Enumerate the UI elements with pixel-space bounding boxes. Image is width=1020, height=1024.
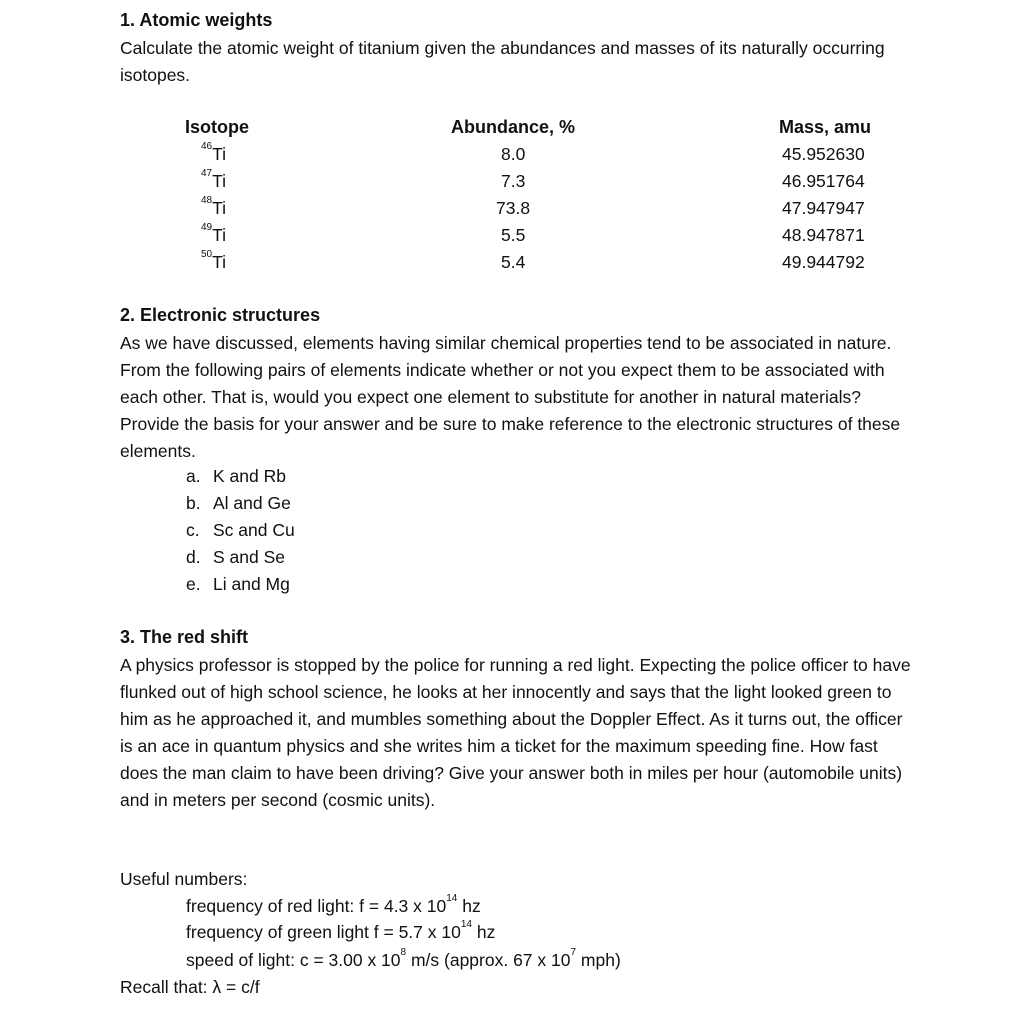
speed-of-light-text: speed of light: c = 3.00 x 10 (186, 950, 401, 970)
mass-cell: 47.947947 (782, 198, 865, 218)
red-frequency-unit: hz (457, 896, 481, 916)
mass-header: Mass, amu (779, 117, 872, 137)
q3-prompt: A physics professor is stopped by the police for running a red light. Expecting the police officer to have flunked out of high school science, he looks at her innocently and says that the light looked green to him as he approached it, and mumbles something about the Doppler Effect. As it turns out, the officer is an ace in quantum physics and she writes him a ticket for the maximum speeding fine. How fast does the man claim to have been driving? Give your answer both in miles per hour (automobile units) and in meters per second (cosmic units). (120, 655, 911, 810)
option-text: S and Se (213, 547, 285, 567)
option-text: Sc and Cu (213, 520, 295, 540)
abundance-cell: 5.5 (501, 225, 526, 245)
isotope-mass-number: 50 (201, 249, 213, 260)
abundance-cell: 73.8 (496, 198, 531, 218)
isotope-symbol: Ti (212, 144, 227, 164)
red-frequency-text: frequency of red light: f = 4.3 x 10 (186, 896, 447, 916)
red-frequency-line (186, 893, 481, 917)
isotope-cell (201, 249, 227, 273)
isotope-symbol: Ti (212, 225, 227, 245)
option-text: K and Rb (213, 466, 286, 486)
red-frequency-exponent: 14 (446, 893, 458, 904)
isotope-symbol: Ti (212, 171, 227, 191)
green-frequency-text: frequency of green light f = 5.7 x 10 (186, 922, 461, 942)
option-letter: a. (186, 466, 201, 486)
abundance-cell: 5.4 (501, 252, 526, 272)
option-item (186, 520, 295, 541)
mass-cell: 48.947871 (782, 225, 865, 245)
option-item (186, 574, 290, 595)
abundance-header: Abundance, % (451, 117, 576, 137)
isotope-cell (201, 141, 227, 165)
speed-of-light-exponent: 8 (400, 947, 407, 958)
speed-mph-unit: mph) (576, 950, 621, 970)
option-item (186, 547, 285, 568)
option-letter: b. (186, 493, 201, 513)
useful-numbers-label: Useful numbers: (120, 869, 248, 889)
mass-cell: 46.951764 (782, 171, 865, 191)
q1-title: 1. Atomic weights (120, 10, 273, 30)
isotope-symbol: Ti (212, 252, 227, 272)
mass-cell: 45.952630 (782, 144, 865, 164)
option-item (186, 493, 291, 514)
green-frequency-line (186, 919, 496, 943)
speed-of-light-line (186, 947, 621, 971)
option-text: Al and Ge (213, 493, 291, 513)
isotope-header: Isotope (185, 117, 250, 137)
q1-prompt: Calculate the atomic weight of titanium given the abundances and masses of its naturally occurring isotopes. (120, 38, 885, 85)
speed-mph-exponent: 7 (570, 947, 577, 958)
green-frequency-exponent: 14 (460, 919, 472, 930)
isotope-mass-number: 46 (201, 141, 213, 152)
isotope-mass-number: 48 (201, 195, 213, 206)
isotope-cell (201, 222, 227, 246)
option-letter: c. (186, 520, 200, 540)
recall-formula: Recall that: λ = c/f (120, 977, 260, 997)
option-text: Li and Mg (213, 574, 290, 594)
isotope-mass-number: 47 (201, 168, 213, 179)
option-letter: e. (186, 574, 201, 594)
mass-cell: 49.944792 (782, 252, 865, 272)
abundance-cell: 8.0 (501, 144, 526, 164)
isotope-cell (201, 195, 227, 219)
speed-of-light-approx: m/s (approx. 67 x 10 (406, 950, 571, 970)
isotope-cell (201, 168, 227, 192)
green-frequency-unit: hz (471, 922, 496, 942)
option-letter: d. (186, 547, 201, 567)
option-item (186, 466, 286, 487)
q2-prompt: As we have discussed, elements having similar chemical properties tend to be associated in nature. From the following pairs of elements indicate whether or not you expect them to be associated with each other. That is, would you expect one element to substitute for another in natural materials? Provide the basis for your answer and be sure to make reference to the electronic structures of these elements. (120, 333, 901, 461)
q3-title: 3. The red shift (120, 627, 249, 647)
abundance-cell: 7.3 (501, 171, 526, 191)
q2-title: 2. Electronic structures (120, 305, 321, 325)
isotope-mass-number: 49 (201, 222, 213, 233)
isotope-symbol: Ti (212, 198, 227, 218)
